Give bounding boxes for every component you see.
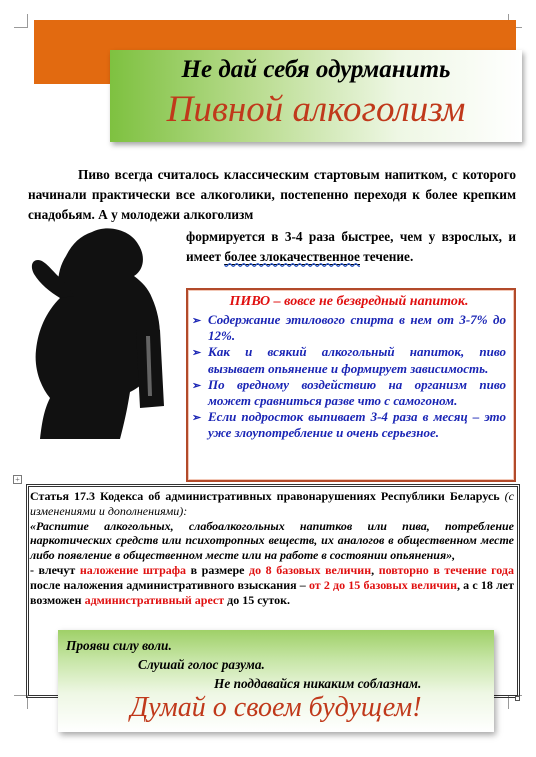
beer-facts-box[interactable]	[186, 288, 516, 482]
intro-continuation	[186, 227, 516, 267]
repeat-highlight: повторно в течение года	[378, 562, 515, 577]
list-item-text: По вредному воздействию на организм пиво может сравниться разве что с самогоном.	[208, 376, 506, 409]
list-item-text: Как и всякий алкогольный напиток, пиво вызывает опьянение и формирует зависимость.	[208, 344, 506, 376]
arrow-bullet-icon: ➢	[192, 315, 202, 327]
law-text	[30, 489, 514, 607]
repeat-amount-highlight: от 2 до 15 базовых величин	[308, 577, 457, 592]
motivation-line-2: Слушай голос разума.	[138, 657, 265, 672]
list-item-text: Содержание этилового спирта в нем от 3-7% до 12%.	[208, 312, 506, 344]
motivation-line-3: Не поддавайся никаким соблазнам.	[214, 676, 422, 691]
list-item-text: Если подросток выпивает 3-4 раза в месяц – это уже злоупотребление и очень серьезное.	[208, 409, 506, 441]
header-title-box[interactable]	[110, 50, 522, 142]
arrow-bullet-icon: ➢	[192, 379, 202, 392]
law-quote: «Распитие алкогольных, слабоалкогольных напитков или пива, потребление наркотических средств или психотропных веществ, их аналогов в общественном месте либо появление в общественном месте или на работе в состоянии опьянения»,	[30, 518, 514, 563]
law-penalty: - влечут наложение штрафа в размере до 8 базовых величин, повторно в течение года после наложения административного взыскания – от 2 до 15 базовых величин, а с 18 лет возможен административный арест до 15 суток.	[30, 562, 515, 607]
header-subtitle: Не дай себя одурманить	[181, 56, 451, 83]
list-item	[192, 344, 506, 376]
intro-lead: Пиво всегда считалось классическим стартовым напитком, с которого начинали практически все алкоголики, постепенно переходя к более крепким снадобьям. А у молодежи алкоголизм	[28, 167, 516, 222]
intro-underlined-text: более злокачественное	[224, 249, 360, 264]
intro-paragraph	[28, 165, 516, 225]
intro-continued-end: течение.	[359, 249, 414, 264]
list-item	[192, 377, 506, 409]
arrest-highlight: административный арест	[84, 592, 225, 607]
beer-facts-title: ПИВО – вовсе не безвредный напиток.	[229, 294, 469, 309]
motivation-line-1: Прояви силу воли.	[66, 638, 172, 653]
fine-amount-highlight: до 8 базовых величин	[249, 562, 372, 577]
page-corner-mark	[14, 14, 28, 28]
law-heading-text: Статья 17.3 Кодекса об административных правонарушениях Республики Беларусь	[30, 489, 500, 503]
law-heading	[30, 489, 514, 519]
arrow-bullet-icon: ➢	[192, 412, 202, 425]
header-title: Пивной алкоголизм	[166, 89, 466, 130]
motivation-box[interactable]	[58, 630, 494, 732]
man-with-bottle-silhouette-image[interactable]	[30, 226, 182, 439]
law-heading-note: (с изменениями и дополнениями):	[30, 489, 514, 518]
arrow-bullet-icon: ➢	[192, 347, 202, 360]
table-move-handle-icon[interactable]: +	[13, 475, 22, 484]
motivation-slogan: Думай о своем будущем!	[130, 692, 422, 723]
fine-highlight: наложение штрафа	[79, 562, 187, 577]
beer-facts-list	[192, 312, 506, 442]
intro-continued-text: формируется в 3-4 раза быстрее, чем у взрослых, и имеет	[186, 229, 516, 264]
list-item	[192, 409, 506, 441]
list-item	[192, 312, 506, 344]
table-resize-handle-icon[interactable]	[515, 696, 520, 701]
